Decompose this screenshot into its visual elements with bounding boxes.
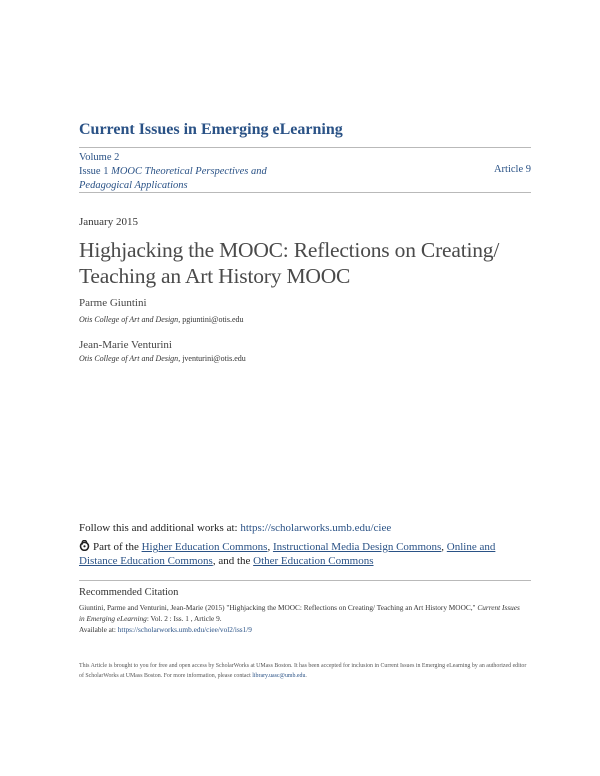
online-distance-education-commons-link[interactable]: Online and Distance Education Commons — [79, 541, 496, 567]
part-of-line: Part of the Higher Education Commons, Instructional Media Design Commons, Online and Distance Education Commons, and the Other Education Commons — [79, 541, 496, 567]
issue-link[interactable]: Issue 1 — [79, 166, 109, 177]
issue-info — [79, 151, 294, 193]
author-affiliation — [79, 315, 244, 324]
citation-volume: : Vol. 2 : Iss. 1 , Article 9. — [146, 614, 222, 623]
citation-line: Giuntini, Parme and Venturini, Jean-Marie (2015) "Highjacking the MOOC: Reflections on Creating/ Teaching an Art History MOOC," — [79, 603, 476, 612]
follow-label: Follow this and additional works at: — [79, 522, 238, 534]
affiliation-text: Otis College of Art and Design — [79, 354, 179, 363]
citation-journal: Current Issues in Emerging eLearning — [79, 603, 520, 623]
citation-heading: Recommended Citation — [79, 587, 179, 598]
footer-notice — [79, 661, 529, 681]
publication-date: January 2015 — [79, 216, 138, 228]
footer-text: This Article is brought to you for free and open access by ScholarWorks at UMass Boston. It has been accepted for inclusion in Current Issues in Emerging eLearning by an authorized editor of ScholarWorks at UMass Boston. For more information, please contact — [79, 663, 527, 679]
author-name: Jean-Marie Venturini — [79, 339, 172, 351]
volume-link[interactable]: Volume 2 — [79, 152, 120, 163]
follow-link[interactable]: https://scholarworks.umb.edu/ciee — [240, 522, 392, 534]
affiliation-text: Otis College of Art and Design — [79, 315, 179, 324]
citation-text — [79, 602, 524, 635]
available-link[interactable]: https://scholarworks.umb.edu/ciee/vol2/iss1/9 — [117, 625, 252, 634]
footer-end: . — [305, 673, 307, 679]
and-the-text: , and the — [212, 555, 251, 567]
issue-rule — [79, 192, 531, 193]
header-rule — [79, 147, 531, 148]
paper-title: Highjacking the MOOC: Reflections on Creating/ Teaching an Art History MOOC — [79, 238, 500, 288]
journal-title[interactable]: Current Issues in Emerging eLearning — [79, 121, 343, 138]
open-access-icon — [79, 540, 90, 551]
other-education-commons-link[interactable]: Other Education Commons — [253, 555, 374, 567]
instructional-media-design-commons-link[interactable]: Instructional Media Design Commons — [272, 541, 442, 553]
citation-rule — [79, 580, 531, 581]
follow-line — [79, 522, 391, 534]
issue-title-link[interactable]: MOOC Theoretical Perspectives and Pedagogical Applications — [79, 166, 267, 191]
available-label: Available at: — [79, 625, 116, 634]
article-number[interactable]: Article 9 — [493, 164, 531, 175]
author-email[interactable]: , pgiuntini@otis.edu — [178, 315, 244, 324]
author-name: Parme Giuntini — [79, 297, 147, 309]
contact-email-link[interactable]: library.uasc@umb.edu — [252, 673, 306, 679]
author-email[interactable]: , jventurini@otis.edu — [178, 354, 246, 363]
author-affiliation — [79, 354, 246, 363]
higher-education-commons-link[interactable]: Higher Education Commons — [141, 541, 268, 553]
part-of-prefix: Part of the — [93, 541, 139, 553]
